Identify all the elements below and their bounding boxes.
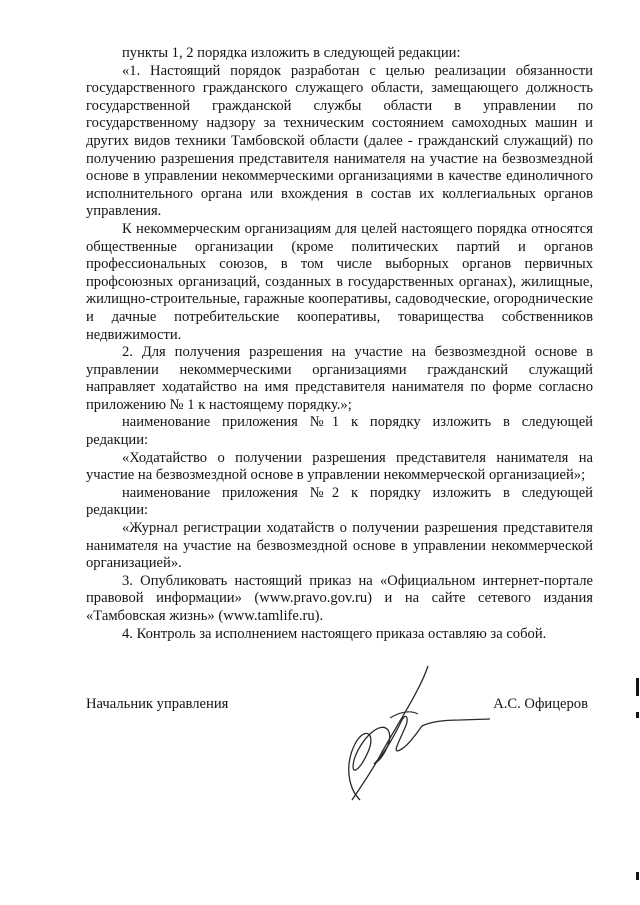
paragraph: «1. Настоящий порядок разработан с целью реализации обязанности государственного гражданского служащего области, замещающего должность государственной гражданской службы области в управлении по государственному надзору за техническим состоянием самоходных машин и других видов техники Тамбовской области (далее - гражданский служащий) по получению разрешения представителя нанимателя на участие на безвозмездной основе в управлении некоммерческими организациями в качестве единоличного исполнительного органа или вхождения в состав их коллегиальных органов управления. [86, 62, 593, 220]
scan-edge-mark [636, 712, 639, 718]
document-body [86, 45, 593, 643]
signatory-title: Начальник управления [86, 696, 229, 712]
paragraph: 3. Опубликовать настоящий приказ на «Официальном интернет-портале правовой информации» (www.pravo.gov.ru) и на сайте сетевого издания «Тамбовская жизнь» (www.tamlife.ru). [86, 572, 593, 624]
paragraph: наименование приложения №1 к порядку изложить в следующей редакции: [86, 414, 593, 449]
signature-block [86, 696, 596, 720]
paragraph: наименование приложения №2 к порядку изложить в следующей редакции: [86, 484, 593, 519]
signatory-name: А.С. Офицеров [493, 696, 588, 712]
paragraph: «Журнал регистрации ходатайств о получении разрешения представителя нанимателя на участие на безвозмездной основе в управлении некоммерческой организацией». [86, 520, 593, 572]
paragraph: 4. Контроль за исполнением настоящего приказа оставляю за собой. [122, 625, 547, 642]
paragraph: пункты 1, 2 порядка изложить в следующей редакции: [122, 45, 461, 61]
handwritten-signature [330, 660, 490, 805]
paragraph: «Ходатайство о получении разрешения представителя нанимателя на участие на безвозмездной основе в управлении некоммерческой организацией»; [86, 449, 593, 484]
paragraph: 2. Для получения разрешения на участие на безвозмездной основе в управлении некоммерческими организациями гражданский служащий направляет ходатайство на имя представителя нанимателя по форме согласно приложению № 1 к настоящему порядку.»; [86, 344, 593, 413]
scan-edge-mark [636, 678, 639, 696]
paragraph: К некоммерческим организациям для целей настоящего порядка относятся общественные организации (кроме политических партий и органов профессиональных союзов, в том числе выборных органов первичных профсоюзных организаций, созданных в государственных органах), жилищные, жилищно-строительные, гаражные кооперативы, садоводческие, огороднические и дачные потребительские кооперативы, товарищества собственников недвижимости. [86, 220, 593, 343]
scan-edge-mark [636, 872, 639, 880]
